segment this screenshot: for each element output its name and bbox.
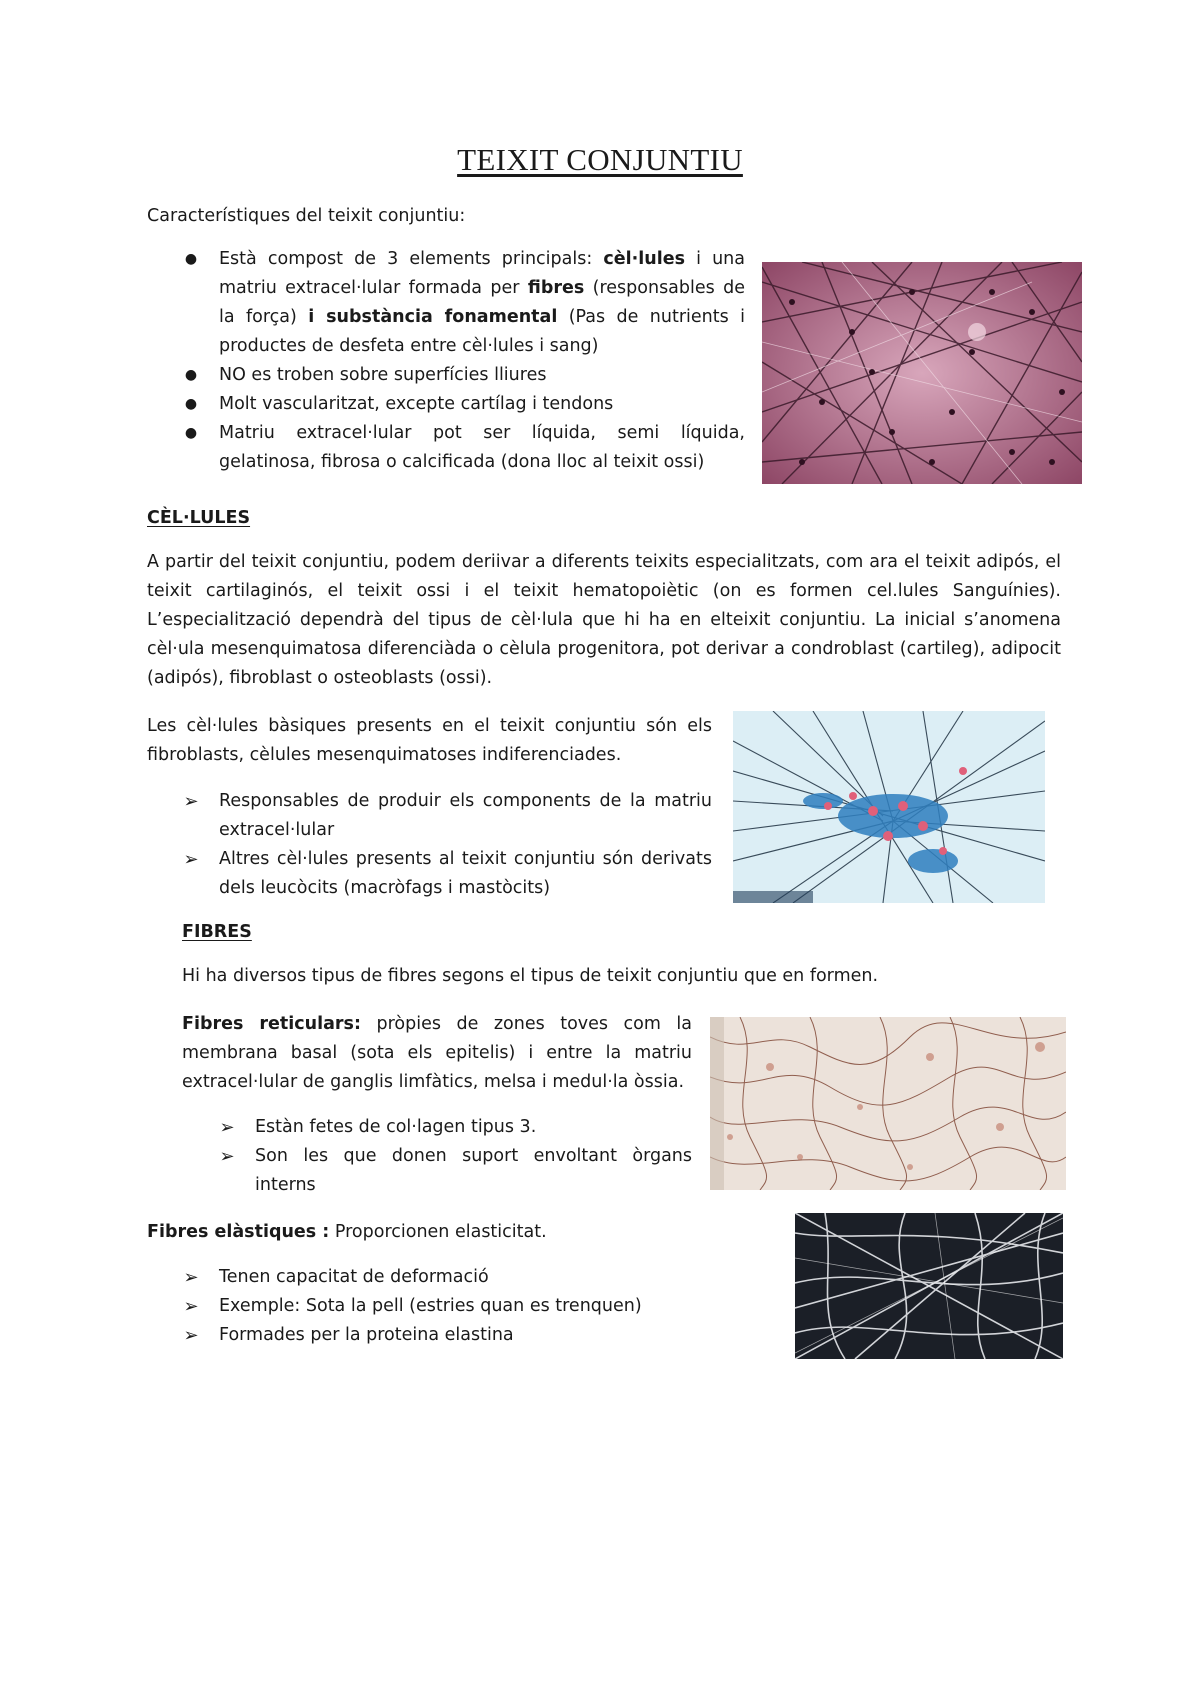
connective-tissue-micrograph — [762, 262, 1082, 484]
list-item: ➢ Estàn fetes de col·lagen tipus 3. — [255, 1113, 692, 1142]
page-title: TEIXIT CONJUNTIU — [457, 142, 743, 177]
cells-paragraph: A partir del teixit conjuntiu, podem deriivar a diferents teixits especialitzats, com ara el teixit adipós, el teixit cartilaginós, el teixit ossi i el teixit hematopoiètic (on es formen cel.lules Sanguínies). L’especialització dependrà del tipus de cèl·lula que hi ha en elteixit conjuntiu. La inicial s’anomena cèl·ula mesenquimatosa diferenciàda o cèlula progenitora, pot derivar a condroblast (cartileg), adipocit (adipós), fibroblast o osteoblasts (ossi). — [147, 552, 1061, 688]
arrow-bullet-icon: ➢ — [219, 1146, 235, 1167]
bullet-icon: ● — [184, 425, 198, 441]
bullet-icon: ● — [184, 396, 198, 412]
bullet-icon: ● — [184, 251, 198, 267]
reticular-fibres-micrograph — [710, 1017, 1066, 1190]
list-item: ➢ Altres cèl·lules presents al teixit conjuntiu són derivats dels leucòcits (macròfags i mastòcits) — [219, 845, 712, 903]
reticular-fibres-paragraph: Fibres reticulars: pròpies de zones toves com la membrana basal (sota els epitelis) i entre la matriu extracel·lular de ganglis limfàtics, melsa i medul·la òssia. — [182, 1014, 692, 1092]
list-item: ● Està compost de 3 elements principals: cèl·lules i una matriu extracel·lular formada per fibres (responsables de la força) i substància fonamental (Pas de nutrients i productes de desfeta entre cèl·lules i sang) — [219, 245, 745, 361]
reticular-fibres-list — [219, 1113, 692, 1200]
cells-basic-paragraph: Les cèl·lules bàsiques presents en el teixit conjuntiu són els fibroblasts, cèlules mesenquimatoses indiferenciades. — [147, 716, 712, 765]
arrow-bullet-icon: ➢ — [183, 1267, 199, 1288]
arrow-bullet-icon: ➢ — [183, 791, 199, 812]
cells-heading: CÈL·LULES — [147, 508, 251, 528]
list-item: ➢ Responsables de produir els components de la matriu extracel·lular — [219, 787, 712, 845]
fibres-intro: Hi ha diversos tipus de fibres segons el tipus de teixit conjuntiu que en formen. — [182, 966, 879, 986]
list-item: ➢ Son les que donen suport envoltant òrgans interns — [255, 1142, 692, 1200]
list-item: ● Molt vascularitzat, excepte cartílag i tendons — [219, 390, 745, 419]
list-item: ➢ Exemple: Sota la pell (estries quan es trenquen) — [219, 1292, 739, 1321]
list-item: ➢ Formades per la proteina elastina — [219, 1321, 739, 1350]
elastic-fibres-micrograph — [795, 1213, 1063, 1359]
fibroblast-stain-micrograph — [733, 711, 1045, 903]
arrow-bullet-icon: ➢ — [183, 1296, 199, 1317]
arrow-bullet-icon: ➢ — [219, 1117, 235, 1138]
bullet-icon: ● — [184, 367, 198, 383]
fibres-heading: FIBRES — [182, 922, 252, 942]
list-item: ● NO es troben sobre superfícies lliures — [219, 361, 745, 390]
list-item: ➢ Tenen capacitat de deformació — [219, 1263, 739, 1292]
elastic-fibres-paragraph: Fibres elàstiques : Proporcionen elasticitat. — [147, 1222, 547, 1242]
intro-text: Característiques del teixit conjuntiu: — [147, 206, 466, 226]
arrow-bullet-icon: ➢ — [183, 1325, 199, 1346]
elastic-fibres-list — [183, 1263, 739, 1350]
cells-list — [183, 787, 712, 903]
arrow-bullet-icon: ➢ — [183, 849, 199, 870]
characteristics-list — [184, 245, 746, 477]
list-item: ● Matriu extracel·lular pot ser líquida, semi líquida, gelatinosa, fibrosa o calcificada (dona lloc al teixit ossi) — [219, 419, 745, 477]
